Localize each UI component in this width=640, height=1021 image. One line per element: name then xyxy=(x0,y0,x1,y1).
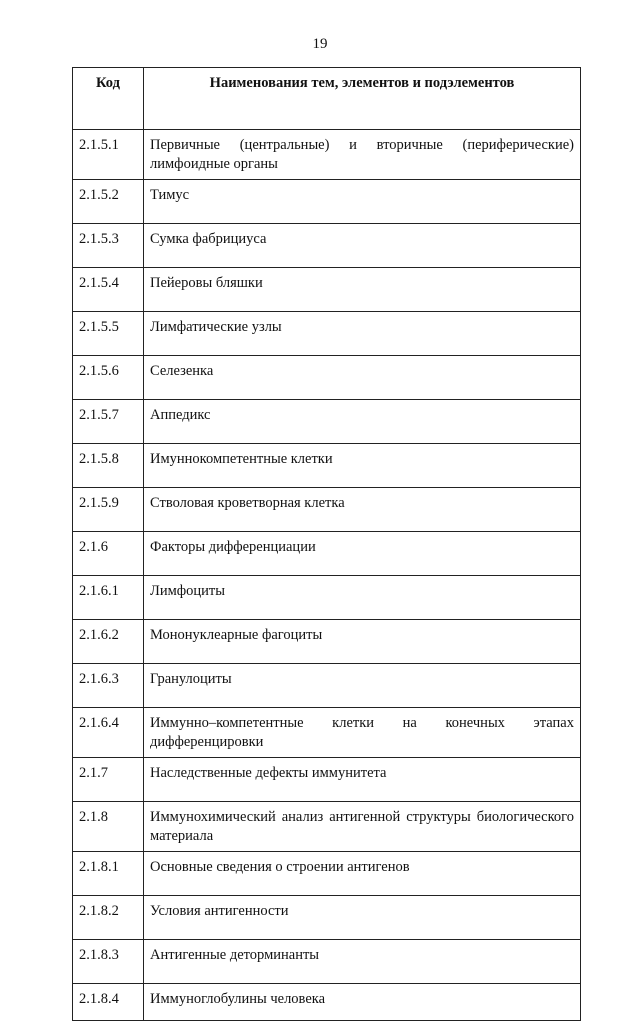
row-code: 2.1.5.4 xyxy=(73,268,144,312)
row-code: 2.1.6 xyxy=(73,532,144,576)
header-code: Код xyxy=(73,68,144,130)
row-name: Основные сведения о строении антигенов xyxy=(144,852,581,896)
row-code: 2.1.6.4 xyxy=(73,708,144,758)
row-code: 2.1.5.5 xyxy=(73,312,144,356)
row-name: Иммуноглобулины человека xyxy=(144,984,581,1021)
row-name: Условия антигенности xyxy=(144,896,581,940)
row-code: 2.1.8.3 xyxy=(73,940,144,984)
row-name: Факторы дифференциации xyxy=(144,532,581,576)
row-name: Пейеровы бляшки xyxy=(144,268,581,312)
table-row xyxy=(73,664,581,708)
table-row xyxy=(73,896,581,940)
row-name: Мононуклеарные фагоциты xyxy=(144,620,581,664)
row-code: 2.1.8.1 xyxy=(73,852,144,896)
row-code: 2.1.6.1 xyxy=(73,576,144,620)
row-name: Гранулоциты xyxy=(144,664,581,708)
table-row xyxy=(73,130,581,180)
row-name: Селезенка xyxy=(144,356,581,400)
table-row xyxy=(73,758,581,802)
page-number: 19 xyxy=(312,36,328,52)
row-code: 2.1.7 xyxy=(73,758,144,802)
table-row xyxy=(73,268,581,312)
header-name: Наименования тем, элементов и подэлементов xyxy=(144,68,581,130)
row-code: 2.1.6.2 xyxy=(73,620,144,664)
row-name: Антигенные деторминанты xyxy=(144,940,581,984)
row-code: 2.1.5.7 xyxy=(73,400,144,444)
row-name: Иммунохимический анализ антигенной структуры биологического материала xyxy=(144,802,581,852)
table-row xyxy=(73,312,581,356)
row-code: 2.1.8.4 xyxy=(73,984,144,1021)
topics-table xyxy=(72,67,581,1021)
table-header-row xyxy=(73,68,581,130)
row-code: 2.1.5.8 xyxy=(73,444,144,488)
table-row xyxy=(73,224,581,268)
row-code: 2.1.8.2 xyxy=(73,896,144,940)
table-row xyxy=(73,180,581,224)
table-row xyxy=(73,620,581,664)
table-row xyxy=(73,940,581,984)
table-row xyxy=(73,984,581,1021)
table-row xyxy=(73,852,581,896)
row-name: Аппедикс xyxy=(144,400,581,444)
row-code: 2.1.5.1 xyxy=(73,130,144,180)
row-name: Сумка фабрициуса xyxy=(144,224,581,268)
row-code: 2.1.6.3 xyxy=(73,664,144,708)
row-code: 2.1.5.2 xyxy=(73,180,144,224)
table-row xyxy=(73,708,581,758)
table-row xyxy=(73,532,581,576)
row-name: Тимус xyxy=(144,180,581,224)
table-row xyxy=(73,356,581,400)
row-code: 2.1.5.9 xyxy=(73,488,144,532)
table-row xyxy=(73,444,581,488)
row-name: Имуннокомпетентные клетки xyxy=(144,444,581,488)
row-code: 2.1.8 xyxy=(73,802,144,852)
row-name: Стволовая кроветворная клетка xyxy=(144,488,581,532)
row-name: Лимфатические узлы xyxy=(144,312,581,356)
row-code: 2.1.5.6 xyxy=(73,356,144,400)
row-code: 2.1.5.3 xyxy=(73,224,144,268)
row-name: Лимфоциты xyxy=(144,576,581,620)
row-name: Наследственные дефекты иммунитета xyxy=(144,758,581,802)
table-row xyxy=(73,802,581,852)
table-row xyxy=(73,576,581,620)
table-row xyxy=(73,400,581,444)
row-name: Первичные (центральные) и вторичные (периферические) лимфоидные органы xyxy=(144,130,581,180)
table-row xyxy=(73,488,581,532)
row-name: Иммунно–компетентные клетки на конечных этапах дифференцировки xyxy=(144,708,581,758)
